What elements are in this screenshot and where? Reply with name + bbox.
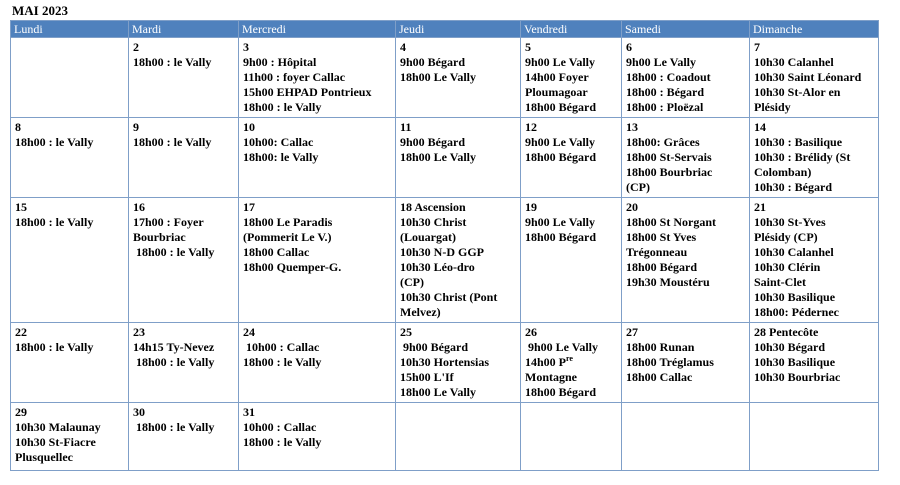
- mass-time-text: 10h30 St-Fiacre: [15, 435, 96, 449]
- mass-time-text: 18h00 Bégard: [626, 260, 698, 274]
- mass-time-entry: [243, 100, 392, 115]
- header-mardi: Mardi: [129, 21, 239, 38]
- mass-time-text: 18h00 : le Vally: [15, 135, 94, 149]
- mass-time-entry: [754, 180, 875, 195]
- mass-time-entry: [243, 355, 392, 370]
- mass-time-entry: [15, 340, 125, 355]
- mass-time-entry: [15, 435, 125, 450]
- day-cell: [622, 38, 750, 118]
- mass-time-text: 10h30 Basilique: [754, 290, 836, 304]
- mass-time-text: 10h00: Callac: [243, 135, 314, 149]
- mass-time-text: 9h00 Le Vally: [525, 55, 596, 69]
- mass-time-entry: [400, 385, 517, 400]
- mass-time-entry: [754, 260, 875, 275]
- mass-time-text: 10h30 : Brélidy (St: [754, 150, 851, 164]
- mass-time-entry: [243, 85, 392, 100]
- week-row: [11, 198, 879, 323]
- day-number: 21: [754, 200, 766, 214]
- day-cell: [11, 323, 129, 403]
- mass-time-entry: [243, 230, 392, 245]
- mass-time-text: 14h00 P: [525, 355, 567, 369]
- mass-time-text: Plusquellec: [15, 450, 74, 464]
- mass-time-entry: [754, 275, 875, 290]
- mass-time-entry: [525, 370, 618, 385]
- day-cell: [129, 118, 239, 198]
- mass-time-text: 18h00 Bégard: [525, 385, 597, 399]
- day-cell: [396, 118, 521, 198]
- mass-time-entry: [243, 420, 392, 435]
- day-number: 30: [133, 405, 145, 419]
- mass-time-text: 18h00 : le Vally: [133, 135, 212, 149]
- day-cell: [750, 403, 879, 471]
- mass-time-entry: [133, 55, 235, 70]
- mass-time-entry: [243, 70, 392, 85]
- mass-time-entry: [525, 230, 618, 245]
- weekday-header-row: [11, 21, 879, 38]
- mass-time-entry: [400, 260, 517, 275]
- mass-time-entry: [754, 85, 875, 100]
- header-dimanche: Dimanche: [750, 21, 879, 38]
- mass-time-text: Colomban): [754, 165, 812, 179]
- mass-time-text: 18h00 : le Vally: [133, 245, 215, 259]
- mass-time-entry: [133, 420, 235, 435]
- mass-time-entry: [626, 135, 746, 150]
- mass-time-text: 18h00 Callac: [626, 370, 693, 384]
- mass-time-text: 10h30 : Basilique: [754, 135, 843, 149]
- mass-time-entry: [525, 135, 618, 150]
- day-number: 10: [243, 120, 255, 134]
- mass-time-entry: [754, 100, 875, 115]
- mass-time-entry: [243, 435, 392, 450]
- mass-time-entry: [400, 355, 517, 370]
- mass-time-text: Trégonneau: [626, 245, 688, 259]
- mass-time-text: 18h00 Tréglamus: [626, 355, 714, 369]
- mass-time-text: 15h00 L'If: [400, 370, 454, 384]
- day-number: 3: [243, 40, 249, 54]
- mass-time-entry: [525, 85, 618, 100]
- mass-time-entry: [400, 150, 517, 165]
- mass-time-entry: [243, 340, 392, 355]
- day-number: 26: [525, 325, 537, 339]
- calendar-table: [10, 20, 879, 471]
- mass-time-text: 9h00 Bégard: [400, 55, 466, 69]
- mass-time-text: 10h30 Christ: [400, 215, 467, 229]
- day-number: 29: [15, 405, 27, 419]
- mass-time-text: 10h30 Hortensias: [400, 355, 490, 369]
- day-cell: [396, 403, 521, 471]
- mass-time-text: 18h00 : Ploëzal: [626, 100, 704, 114]
- mass-time-entry: [15, 450, 125, 465]
- mass-time-text: 18h00 Runan: [626, 340, 695, 354]
- mass-time-entry: [400, 245, 517, 260]
- mass-time-entry: [525, 355, 618, 370]
- mass-time-text: (Pommerit Le V.): [243, 230, 332, 244]
- mass-time-text: 18h00 St Yves: [626, 230, 697, 244]
- mass-time-text: 14h00 Foyer: [525, 70, 589, 84]
- calendar-title: MAI 2023: [12, 3, 68, 18]
- day-cell: [129, 323, 239, 403]
- mass-time-entry: [754, 135, 875, 150]
- mass-time-text: 18h00 : le Vally: [243, 355, 322, 369]
- mass-time-text: 18h00 Bégard: [525, 230, 597, 244]
- mass-time-entry: [626, 370, 746, 385]
- mass-time-entry: [754, 245, 875, 260]
- mass-time-text: 10h30 Calanhel: [754, 55, 834, 69]
- mass-time-text: Montagne: [525, 370, 577, 384]
- mass-time-entry: [133, 340, 235, 355]
- mass-time-entry: [243, 150, 392, 165]
- day-number: 16: [133, 200, 145, 214]
- mass-time-entry: [133, 215, 235, 230]
- mass-time-entry: [626, 340, 746, 355]
- day-cell: [129, 38, 239, 118]
- day-cell: [622, 323, 750, 403]
- mass-time-text: Ploumagoar: [525, 85, 588, 99]
- mass-time-text: 18h00 St-Servais: [626, 150, 712, 164]
- day-cell: [239, 323, 396, 403]
- day-number: 19: [525, 200, 537, 214]
- mass-time-entry: [525, 100, 618, 115]
- mass-time-entry: [626, 55, 746, 70]
- mass-time-entry: [15, 215, 125, 230]
- mass-time-text: 10h30 Basilique: [754, 355, 836, 369]
- mass-time-text: Saint-Clet: [754, 275, 806, 289]
- day-cell: [521, 38, 622, 118]
- mass-time-text: 18h00 Le Vally: [400, 70, 477, 84]
- day-cell: [396, 198, 521, 323]
- mass-time-entry: [400, 370, 517, 385]
- mass-time-entry: [243, 55, 392, 70]
- mass-time-text: 10h30 N-D GGP: [400, 245, 484, 259]
- mass-time-entry: [626, 260, 746, 275]
- mass-time-text: 9h00 Bégard: [400, 340, 469, 354]
- mass-time-text: 18h00 Le Paradis: [243, 215, 333, 229]
- mass-time-text: 18h00 : le Vally: [243, 100, 322, 114]
- mass-time-entry: [626, 275, 746, 290]
- mass-time-text: 18h00 Quemper-G.: [243, 260, 342, 274]
- mass-time-text: Bourbriac: [133, 230, 186, 244]
- day-cell: [750, 198, 879, 323]
- day-number: 24: [243, 325, 255, 339]
- mass-time-entry: [626, 150, 746, 165]
- mass-time-text: 18h00 Le Vally: [400, 150, 477, 164]
- mass-time-text: 18h00: le Vally: [243, 150, 319, 164]
- day-number: 17: [243, 200, 255, 214]
- mass-time-entry: [754, 340, 875, 355]
- mass-time-entry: [243, 260, 392, 275]
- mass-time-text: 18h00 : Bégard: [626, 85, 704, 99]
- mass-time-text: 15h00 EHPAD Pontrieux: [243, 85, 372, 99]
- header-samedi: Samedi: [622, 21, 750, 38]
- day-number: 23: [133, 325, 145, 339]
- mass-time-entry: [754, 150, 875, 165]
- day-number: 20: [626, 200, 638, 214]
- mass-time-text: 10h30 St-Alor en: [754, 85, 841, 99]
- mass-time-entry: [626, 230, 746, 245]
- day-cell: [239, 403, 396, 471]
- mass-time-entry: [754, 165, 875, 180]
- day-number: 5: [525, 40, 531, 54]
- day-number: 15: [15, 200, 27, 214]
- mass-time-text: 18h00 : Coadout: [626, 70, 711, 84]
- mass-time-entry: [754, 70, 875, 85]
- mass-time-entry: [400, 135, 517, 150]
- header-vendredi: Vendredi: [521, 21, 622, 38]
- mass-time-entry: [400, 70, 517, 85]
- mass-time-text: 18h00: Grâces: [626, 135, 700, 149]
- mass-time-entry: [15, 135, 125, 150]
- mass-time-text: 9h00 Le Vally: [525, 135, 596, 149]
- mass-time-entry: [525, 150, 618, 165]
- mass-time-entry: [133, 245, 235, 260]
- mass-time-entry: [400, 340, 517, 355]
- mass-time-text: 10h30 Clérin: [754, 260, 821, 274]
- mass-time-text: 10h30 Malaunay: [15, 420, 101, 434]
- mass-time-text: 18h00 : le Vally: [243, 435, 322, 449]
- mass-time-entry: [133, 230, 235, 245]
- header-mercredi: Mercredi: [239, 21, 396, 38]
- mass-time-text: Plésidy (CP): [754, 230, 818, 244]
- day-number: 28 Pentecôte: [754, 325, 819, 339]
- day-cell: [521, 118, 622, 198]
- mass-time-entry: [400, 290, 517, 305]
- day-number: 4: [400, 40, 406, 54]
- day-number: 13: [626, 120, 638, 134]
- mass-time-entry: [754, 355, 875, 370]
- day-cell: [521, 323, 622, 403]
- mass-time-text: Plésidy: [754, 100, 791, 114]
- mass-time-entry: [626, 215, 746, 230]
- day-number: 27: [626, 325, 638, 339]
- mass-time-text: 10h30 Léo-dro: [400, 260, 475, 274]
- mass-time-text: 10h30 Bégard: [754, 340, 826, 354]
- day-cell: [750, 323, 879, 403]
- mass-time-text: 19h30 Moustéru: [626, 275, 710, 289]
- mass-time-text: 9h00 Le Vally: [525, 215, 596, 229]
- mass-time-entry: [525, 55, 618, 70]
- mass-time-text: (Louargat): [400, 230, 456, 244]
- mass-time-text: (CP): [626, 180, 650, 194]
- mass-time-text: 10h30 St-Yves: [754, 215, 826, 229]
- header-jeudi: Jeudi: [396, 21, 521, 38]
- day-cell: [11, 118, 129, 198]
- mass-time-entry: [243, 215, 392, 230]
- mass-time-entry: [400, 230, 517, 245]
- day-cell: [521, 198, 622, 323]
- mass-time-text: 18h00 Bégard: [525, 150, 597, 164]
- day-number: 14: [754, 120, 766, 134]
- mass-time-text: 11h00 : foyer Callac: [243, 70, 346, 84]
- day-cell: [622, 403, 750, 471]
- mass-time-entry: [626, 70, 746, 85]
- day-number: 7: [754, 40, 760, 54]
- day-cell: [11, 38, 129, 118]
- mass-time-entry: [133, 135, 235, 150]
- superscript-re: re: [566, 354, 573, 363]
- day-number: 2: [133, 40, 139, 54]
- mass-time-text: (CP): [400, 275, 424, 289]
- mass-time-text: 17h00 : Foyer: [133, 215, 204, 229]
- day-cell: [750, 118, 879, 198]
- mass-time-entry: [626, 245, 746, 260]
- mass-time-text: 10h00 : Callac: [243, 420, 317, 434]
- week-row: [11, 38, 879, 118]
- day-number: 12: [525, 120, 537, 134]
- mass-time-entry: [626, 100, 746, 115]
- mass-time-text: 18h00 : le Vally: [15, 340, 94, 354]
- mass-time-entry: [754, 290, 875, 305]
- mass-time-entry: [133, 355, 235, 370]
- mass-time-entry: [400, 275, 517, 290]
- day-cell: [622, 198, 750, 323]
- day-cell: [396, 38, 521, 118]
- mass-time-text: 18h00: Pédernec: [754, 305, 839, 319]
- day-number: 25: [400, 325, 412, 339]
- mass-time-entry: [15, 420, 125, 435]
- day-number: 8: [15, 120, 21, 134]
- mass-time-entry: [525, 70, 618, 85]
- mass-time-entry: [400, 305, 517, 320]
- mass-time-text: 14h15 Ty-Nevez: [133, 340, 215, 354]
- mass-time-entry: [626, 165, 746, 180]
- mass-time-text: 10h30 : Bégard: [754, 180, 832, 194]
- mass-time-entry: [626, 355, 746, 370]
- day-number: 9: [133, 120, 139, 134]
- day-number: 22: [15, 325, 27, 339]
- mass-time-text: 10h30 Calanhel: [754, 245, 834, 259]
- day-cell: [239, 118, 396, 198]
- mass-time-text: 18h00 St Norgant: [626, 215, 717, 229]
- mass-time-entry: [754, 305, 875, 320]
- day-cell: [129, 198, 239, 323]
- day-number: 18 Ascension: [400, 200, 466, 214]
- mass-time-entry: [243, 135, 392, 150]
- mass-time-text: 10h30 Bourbriac: [754, 370, 841, 384]
- week-row: [11, 118, 879, 198]
- day-cell: [622, 118, 750, 198]
- mass-time-entry: [525, 215, 618, 230]
- mass-time-text: 9h00 Le Vally: [626, 55, 697, 69]
- mass-time-text: 9h00 Le Vally: [525, 340, 599, 354]
- mass-time-entry: [525, 385, 618, 400]
- mass-time-entry: [754, 370, 875, 385]
- day-number: 11: [400, 120, 412, 134]
- day-cell: [11, 198, 129, 323]
- mass-time-entry: [525, 340, 618, 355]
- day-cell: [750, 38, 879, 118]
- week-row: [11, 403, 879, 471]
- mass-time-text: 9h00 Bégard: [400, 135, 466, 149]
- mass-time-text: 18h00 Bourbriac: [626, 165, 713, 179]
- mass-time-text: 10h30 Saint Léonard: [754, 70, 862, 84]
- mass-time-text: 18h00 : le Vally: [133, 355, 215, 369]
- week-row: [11, 323, 879, 403]
- day-cell: [521, 403, 622, 471]
- mass-time-entry: [754, 230, 875, 245]
- mass-time-entry: [626, 180, 746, 195]
- mass-time-entry: [754, 215, 875, 230]
- mass-time-entry: [400, 55, 517, 70]
- day-cell: [129, 403, 239, 471]
- mass-time-text: 18h00 Callac: [243, 245, 310, 259]
- mass-time-text: 18h00 : le Vally: [133, 420, 215, 434]
- mass-time-entry: [243, 245, 392, 260]
- day-cell: [11, 403, 129, 471]
- mass-time-text: 10h00 : Callac: [243, 340, 320, 354]
- day-cell: [239, 38, 396, 118]
- mass-time-entry: [626, 85, 746, 100]
- mass-time-text: Melvez): [400, 305, 441, 319]
- mass-time-text: 18h00 : le Vally: [15, 215, 94, 229]
- mass-time-text: 9h00 : Hôpital: [243, 55, 317, 69]
- mass-time-entry: [754, 55, 875, 70]
- day-cell: [239, 198, 396, 323]
- mass-time-text: 18h00 : le Vally: [133, 55, 212, 69]
- mass-time-text: 10h30 Christ (Pont: [400, 290, 498, 304]
- mass-time-text: 18h00 Le Vally: [400, 385, 477, 399]
- mass-time-entry: [400, 215, 517, 230]
- day-cell: [396, 323, 521, 403]
- mass-time-text: 18h00 Bégard: [525, 100, 597, 114]
- day-number: 31: [243, 405, 255, 419]
- header-lundi: Lundi: [11, 21, 129, 38]
- day-number: 6: [626, 40, 632, 54]
